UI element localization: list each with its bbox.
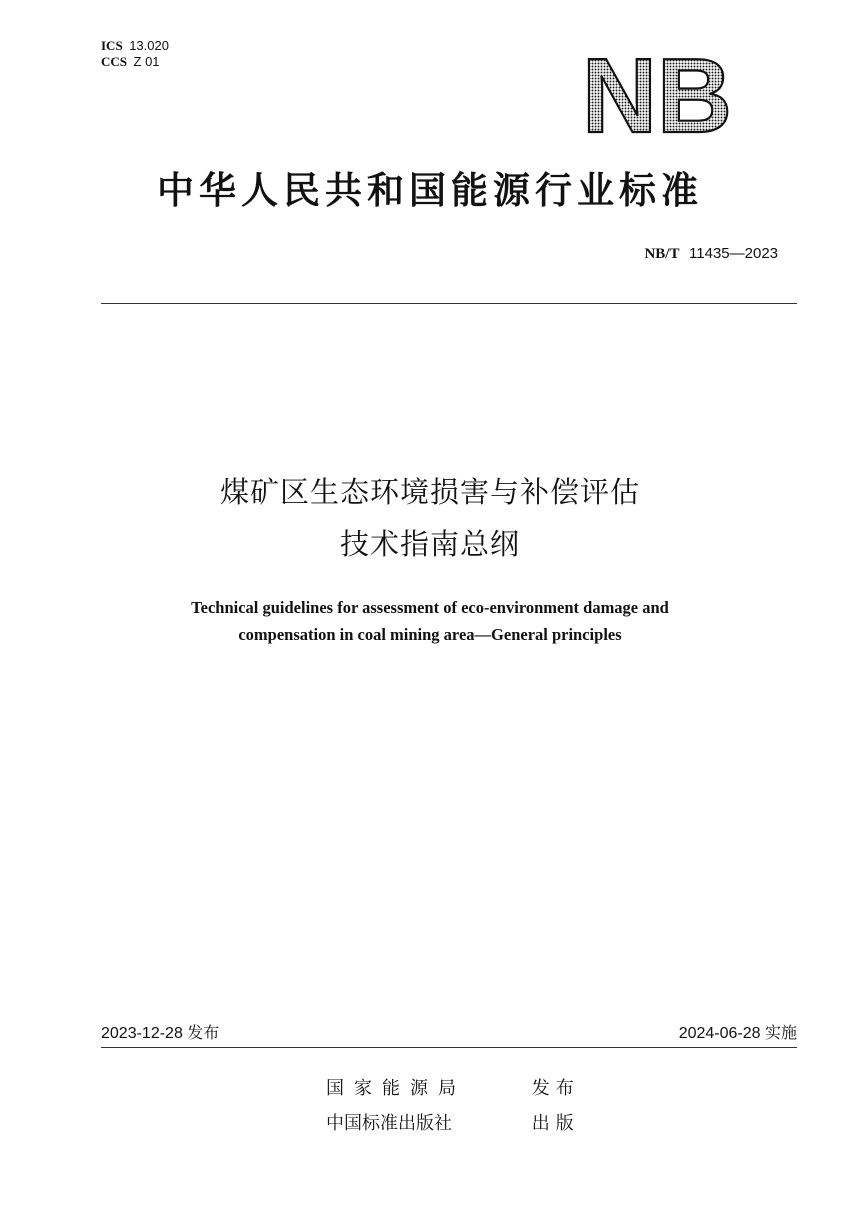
- chinese-title-line-1: 煤矿区生态环境损害与补偿评估: [219, 475, 640, 509]
- english-title-line-2: compensation in coal mining area—General principles: [238, 625, 622, 644]
- issue-date: [101, 1020, 219, 1043]
- issue-date-label: 发布: [187, 1023, 220, 1042]
- svg-text:NB: NB: [582, 50, 732, 138]
- publisher-action: 发布: [531, 1078, 580, 1099]
- ccs-value: Z 01: [133, 54, 160, 69]
- ics-label: ICS: [101, 38, 123, 53]
- footer-divider: [101, 1047, 797, 1048]
- standard-code: 11435—2023: [689, 245, 778, 262]
- chinese-title-line-2: 技术指南总纲: [339, 527, 520, 561]
- standard-number: [644, 244, 778, 263]
- english-title-line-1: Technical guidelines for assessment of eco-environment damage and: [191, 598, 669, 617]
- standard-prefix: NB/T: [644, 246, 680, 262]
- publisher-org: 国家能源局: [326, 1078, 466, 1099]
- nb-logo: [582, 50, 732, 138]
- implementation-date-label: 实施: [764, 1023, 797, 1042]
- ccs-label: CCS: [101, 54, 128, 69]
- implementation-date: [679, 1020, 797, 1043]
- issue-date-value: 2023-12-28: [101, 1025, 183, 1042]
- issuing-authority-title: 中华人民共和国能源行业标准: [157, 169, 703, 212]
- publisher-org: 中国标准出版社: [326, 1113, 452, 1134]
- ics-value: 13.020: [129, 38, 169, 53]
- publisher-row: [326, 1109, 580, 1135]
- ccs-line: [101, 54, 169, 70]
- classification-block: [101, 38, 169, 70]
- publisher-row: [326, 1074, 580, 1100]
- header-divider: [101, 303, 797, 304]
- implementation-date-value: 2024-06-28: [678, 1025, 761, 1042]
- publisher-action: 出版: [531, 1113, 580, 1134]
- ics-line: [101, 38, 169, 54]
